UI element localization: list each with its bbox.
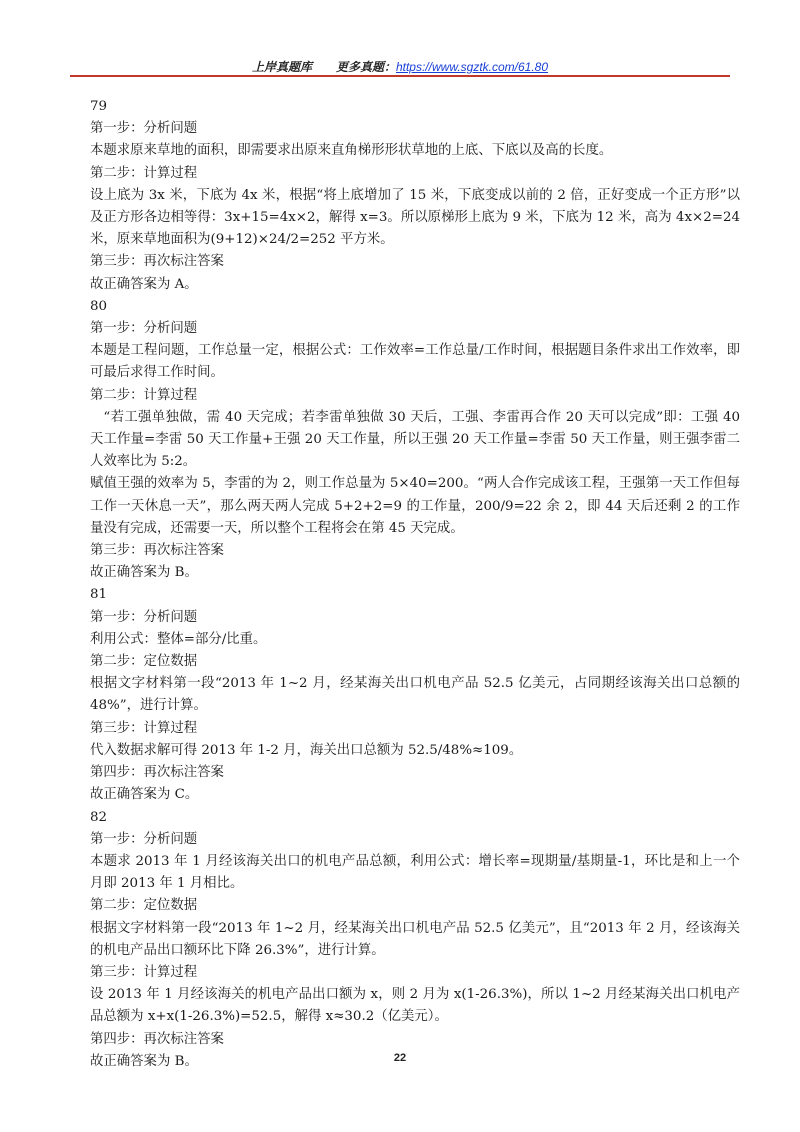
page-header xyxy=(0,58,800,75)
paragraph: 第二步：计算过程 xyxy=(90,165,198,181)
paragraph: 代入数据求解可得 2013 年 1-2 月，海关出口总额为 52.5/48%≈109。 xyxy=(90,742,523,758)
question-number: 82 xyxy=(90,809,108,825)
paragraph: 故正确答案为 B。 xyxy=(90,1053,198,1069)
paragraph: “若工强单独做，需 40 天完成；若李雷单独做 30 天后，工强、李雷再合作 20 天可以完成”即：工强 40 天工作量=李雷 50 天工作量+王强 20 天工作量，所以王强 20 天工作量=李雷 50 天工作量，则王强李雷二人效率比为 5:2。 xyxy=(90,409,740,470)
paragraph: 第四步：再次标注答案 xyxy=(90,1031,224,1047)
question-number: 79 xyxy=(90,99,108,114)
paragraph: 赋值王强的效率为 5，李雷的为 2，则工作总量为 5×40=200。“两人合作完成该工程，王强第一天工作但每工作一天休息一天”，那么两天两人完成 5+2+2=9 的工作量，200/9=22 余 2，即 44 天后还剩 2 的工作量没有完成，还需要一天，所以整个工程将会在第 45 天完成。 xyxy=(90,476,740,536)
paragraph: 第一步：分析问题 xyxy=(90,831,198,847)
paragraph: 第二步：计算过程 xyxy=(90,387,198,403)
paragraph: 第一步：分析问题 xyxy=(90,121,198,137)
paragraph: 第二步：定位数据 xyxy=(90,898,198,914)
paragraph: 第三步：计算过程 xyxy=(90,720,198,736)
paragraph: 第二步：定位数据 xyxy=(90,654,198,670)
paragraph: 第三步：再次标注答案 xyxy=(90,254,224,270)
paragraph: 本题求原来草地的面积，即需要求出原来直角梯形形状草地的上底、下底以及高的长度。 xyxy=(90,143,613,159)
header-divider xyxy=(70,75,730,77)
header-label: 上岸真题库 更多真题： xyxy=(251,60,396,74)
paragraph: 第三步：再次标注答案 xyxy=(90,543,224,559)
question-number: 80 xyxy=(90,298,108,314)
paragraph: 故正确答案为 A。 xyxy=(90,276,198,292)
paragraph: 第四步：再次标注答案 xyxy=(90,765,224,781)
paragraph: 设上底为 3x 米，下底为 4x 米，根据“将上底增加了 15 米，下底变成以前的 2 倍，正好变成一个正方形”以及正方形各边相等得：3x+15=4x×2，解得 x=3。所以原梯形上底为 9 米，下底为 12 米，高为 4x×2=24 米，原来草地面积为(9+12)×24/2=252 平方米。 xyxy=(90,187,740,248)
page-number: 22 xyxy=(393,1052,407,1064)
paragraph: 第一步：分析问题 xyxy=(90,321,198,337)
paragraph: 故正确答案为 C。 xyxy=(90,787,199,803)
paragraph: 本题是工程问题，工作总量一定，根据公式：工作效率=工作总量/工作时间，根据题目条件求出工作效率，即可最后求得工作时间。 xyxy=(90,343,740,381)
paragraph: 根据文字材料第一段“2013 年 1~2 月，经某海关出口机电产品 52.5 亿美元”，且“2013 年 2 月，经该海关的机电产品出口额环比下降 26.3%”，进行计算。 xyxy=(90,920,740,958)
paragraph: 根据文字材料第一段“2013 年 1~2 月，经某海关出口机电产品 52.5 亿美元，占同期经该海关出口总额的 48%”，进行计算。 xyxy=(90,676,740,714)
header-link[interactable]: https://www.sgztk.com/61.80 xyxy=(395,60,549,74)
paragraph: 第三步：计算过程 xyxy=(90,964,198,980)
paragraph: 本题求 2013 年 1 月经该海关出口的机电产品总额，利用公式：增长率=现期量/基期量-1，环比是和上一个月即 2013 年 1 月相比。 xyxy=(90,853,740,892)
paragraph: 利用公式：整体=部分/比重。 xyxy=(90,631,267,647)
paragraph: 第一步：分析问题 xyxy=(90,609,198,625)
question-number: 81 xyxy=(90,587,108,603)
paragraph: 故正确答案为 B。 xyxy=(90,565,198,581)
paragraph: 设 2013 年 1 月经该海关的机电产品出口额为 x，则 2 月为 x(1-26.3%)，所以 1~2 月经某海关出口机电产品总额为 x+x(1-26.3%)=52.5，解得 x≈30.2（亿美元）。 xyxy=(90,987,740,1025)
document-body xyxy=(90,96,740,1073)
